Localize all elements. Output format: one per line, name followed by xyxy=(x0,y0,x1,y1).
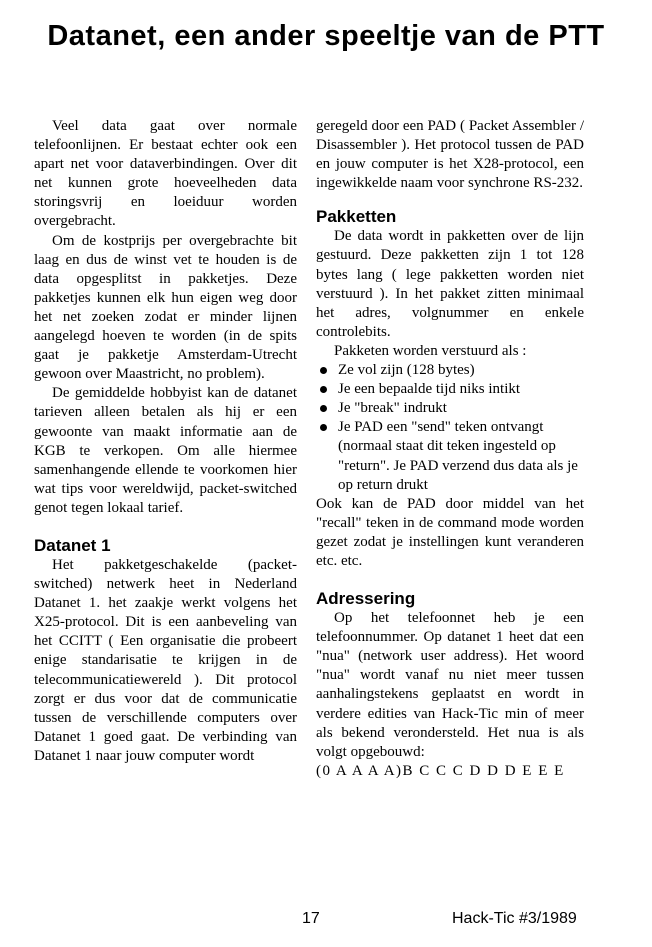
paragraph: Pakketen worden verstuurd als : xyxy=(334,342,527,359)
paragraph: Ook kan de PAD door middel van het "recall" teken in de command mode worden gezet zodat je instellingen kunt veranderen etc. etc. xyxy=(316,495,584,569)
bullet-icon xyxy=(320,424,327,431)
right-column xyxy=(316,117,584,781)
paragraph: Het pakketgeschakelde (packet-switched) netwerk heet in Nederland Datanet 1. het zaakje werkt volgens het X25-protocol. Dit is een aanbeveling van het CCITT ( Een organisatie die probeert enige standarisatie te krijgen in de telecommunicatiewereld ). Dit protocol zorgt er dus voor dat de communicatie tussen de verschillende computers over Datanet 1 goed gaat. De verbinding van Datanet 1 naar jouw computer wordt xyxy=(34,556,297,764)
spacer xyxy=(316,571,584,589)
section-heading-pakketten: Pakketten xyxy=(316,207,397,227)
list-item xyxy=(316,380,584,399)
list-item xyxy=(316,418,584,494)
left-column xyxy=(34,117,297,766)
page-number: 17 xyxy=(302,910,320,927)
list-item-text: Je "break" indrukt xyxy=(338,400,447,417)
section-heading-adressering: Adressering xyxy=(316,589,416,609)
paragraph: De gemiddelde hobbyist kan de datanet tarieven alleen betalen als hij er een gewoonte van maakt informatie aan de KGB te verkopen. Om alle hiermee samenhangende ellende te voorkomen hier wat tips voor wereldwijd, packet-switched genot tegen lokaal tarief. xyxy=(34,385,297,516)
issue-reference: Hack-Tic #3/1989 xyxy=(452,910,577,927)
bullet-list xyxy=(316,361,584,495)
list-item-text: Je PAD een "send" teken ontvangt (normaal staat dit teken ingesteld op "return". Je PAD verzend dus data als je op return drukt xyxy=(338,419,578,493)
list-item-text: Ze vol zijn (128 bytes) xyxy=(338,362,475,379)
paragraph: De data wordt in pakketten over de lijn gestuurd. Deze pakketten zijn 1 tot 128 bytes lang ( lege pakketten worden niet verstuurd ). In het pakket zitten minimaal het adres, volgnummer en enkele controlebits. xyxy=(316,228,584,340)
article-title: Datanet, een ander speeltje van de PTT xyxy=(47,20,605,52)
paragraph: Om de kostprijs per overgebrachte bit laag en dus de winst vet te houden is de data opgesplitst in pakketjes. Deze pakketjes kunnen elk hun eigen weg door het net zoeken zodat er minder lijnen aangelegd hoeven te worden (in de spits gaat je pakketje Amsterdam-Utrecht gewoon over Maastricht, no problem). xyxy=(34,232,297,383)
paragraph: Veel data gaat over normale telefoonlijnen. Er bestaat echter ook een apart net voor dataverbindingen. Over dit net kunnen grote hoeveelheden data storingsvrij en loeiduur worden overgebracht. xyxy=(34,118,297,230)
list-item xyxy=(316,399,584,418)
list-item-text: Je een bepaalde tijd niks intikt xyxy=(338,381,521,398)
bullet-icon xyxy=(320,367,327,374)
nua-format: (0 A A A A)B C C C D D D E E E xyxy=(316,762,565,779)
spacer xyxy=(316,193,584,207)
spacer xyxy=(34,518,297,536)
paragraph: geregeld door een PAD ( Packet Assembler / Disassembler ). Het protocol tussen de PAD en jouw computer is het X28-protocol, een ingewikkelde naam voor synchrone RS-232. xyxy=(316,118,584,192)
list-item xyxy=(316,361,584,380)
bullet-icon xyxy=(320,405,327,412)
bullet-icon xyxy=(320,386,327,393)
paragraph: Op het telefoonnet heb je een telefoonnummer. Op datanet 1 heet dat een "nua" (network user address). Het woord "nua" wordt vanaf nu niet meer tussen aanhalingstekens geplaatst en wordt in verdere edities van Hack-Tic min of meer als bekend verondersteld. Het nua is als volgt opgebouwd: xyxy=(316,610,584,760)
section-heading-datanet-1: Datanet 1 xyxy=(34,535,111,555)
